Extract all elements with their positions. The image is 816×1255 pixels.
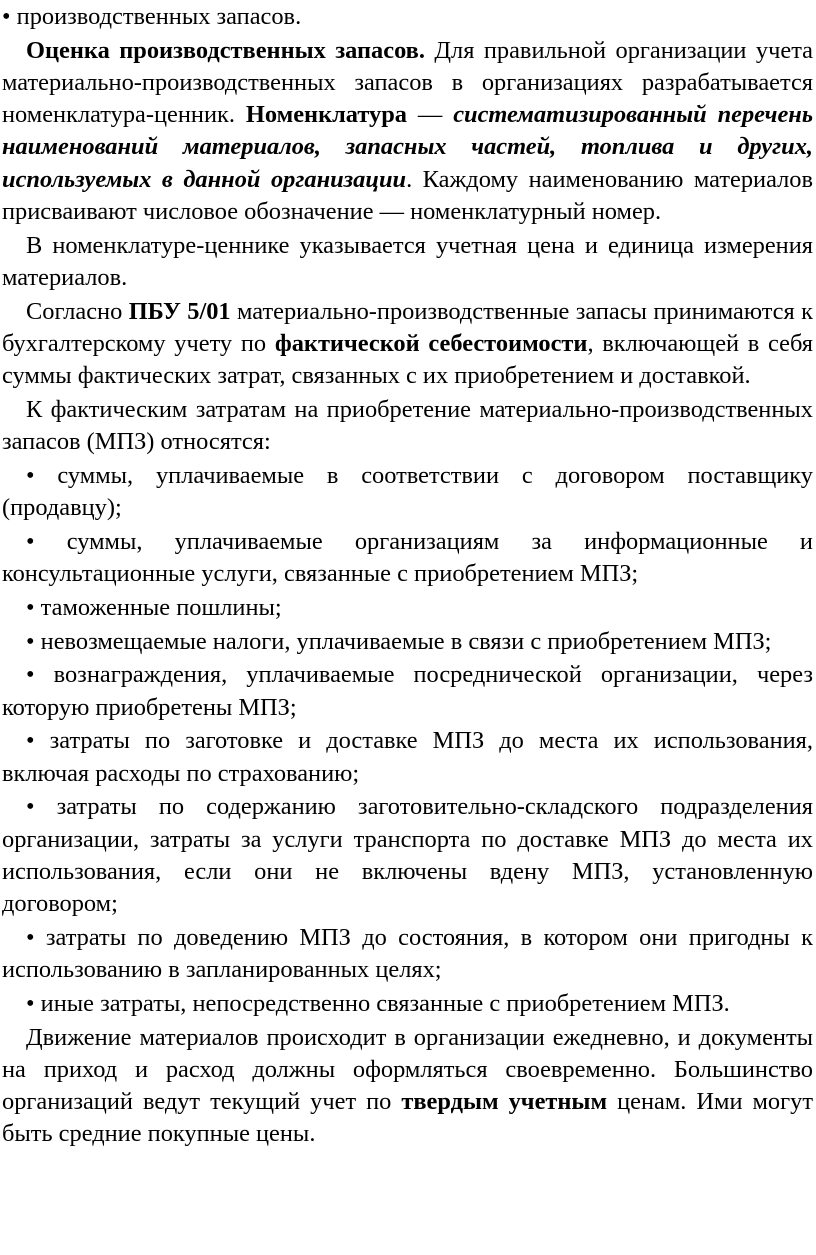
paragraph: К фактическим затратам на приобретение материально-производственных запасов (МПЗ) относятся: bbox=[2, 395, 813, 456]
term-pbu: ПБУ 5/01 bbox=[128, 297, 231, 325]
paragraph-nomenclature bbox=[2, 35, 813, 228]
paragraph-movement bbox=[2, 1022, 813, 1151]
list-item bbox=[2, 791, 813, 920]
list-item-text: вознаграждения, уплачиваемые посреднической организации, через которую приобретены МПЗ; bbox=[2, 661, 814, 721]
term-fixed-prices: твердым учетным bbox=[401, 1088, 608, 1116]
list-item bbox=[2, 526, 813, 590]
list-item-text: таможенные пошлины; bbox=[40, 593, 282, 621]
bullet: • bbox=[26, 593, 35, 621]
bullet: • bbox=[26, 461, 35, 489]
list-item-text: затраты по заготовке и доставке МПЗ до места их использования, включая расходы по страхованию; bbox=[2, 727, 813, 787]
paragraph-text: Согласно bbox=[26, 297, 129, 325]
paragraph-text: Для правильной организации учета материально-производственных запасов в организациях разрабатывается номенклатура-ценник. bbox=[2, 36, 813, 129]
bullet: • bbox=[26, 727, 35, 755]
bullet: • bbox=[2, 3, 11, 30]
list-item-text: производственных запасов. bbox=[16, 3, 302, 30]
paragraph-text: , включающей в себя суммы фактических затрат, связанных с их приобретением и доставкой. bbox=[2, 329, 814, 390]
list-item-text: затраты по содержанию заготовительно-складского подразделения организации, затраты за услуги транспорта по доставке МПЗ до места их использования, если они не включены вдену МПЗ, установленную договором; bbox=[2, 793, 813, 918]
bullet: • bbox=[26, 627, 35, 655]
paragraph-text: Движение материалов происходит в организации ежедневно, и документы на приход и расход должны оформляться своевременно. Большинство организаций ведут текущий учет по bbox=[2, 1023, 813, 1116]
paragraph-text: ценам. Ими могут быть средние покупные цены. bbox=[2, 1088, 813, 1148]
list-item bbox=[2, 592, 813, 624]
list-item-text: затраты по доведению МПЗ до состояния, в котором они пригодны к использованию в запланированных целях; bbox=[2, 923, 813, 984]
list-item bbox=[2, 922, 813, 986]
paragraph-text: . Каждому наименованию материалов присваивают числовое обозначение — номенклатурный номер. bbox=[2, 165, 813, 225]
bullet: • bbox=[26, 661, 35, 689]
list-item bbox=[2, 626, 813, 658]
paragraph-pbu bbox=[2, 296, 813, 393]
document-page bbox=[0, 1, 816, 1255]
list-item bbox=[2, 659, 813, 723]
list-item-text: суммы, уплачиваемые организациям за информационные и консультационные услуги, связанные с приобретением МПЗ; bbox=[2, 527, 813, 588]
bullet: • bbox=[26, 793, 35, 821]
term-actual-cost: фактической себестоимости bbox=[274, 329, 588, 357]
list-item bbox=[2, 1, 813, 33]
list-item-text: суммы, уплачиваемые в соответствии с договором поставщику (продавцу); bbox=[2, 461, 813, 522]
list-item bbox=[2, 988, 813, 1020]
bullet: • bbox=[26, 923, 35, 951]
list-item-text: невозмещаемые налоги, уплачиваемые в связи с приобретением МПЗ; bbox=[40, 627, 772, 655]
paragraph: В номенклатуре-ценнике указывается учетная цена и единица измерения материалов. bbox=[2, 231, 813, 291]
section-heading: Оценка производственных запасов. bbox=[26, 36, 425, 64]
list-item-text: иные затраты, непосредственно связанные с приобретением МПЗ. bbox=[40, 989, 730, 1017]
list-item bbox=[2, 725, 813, 789]
definition-text: систематизированный перечень наименований материалов, запасных частей, топлива и других, используемых в данной организации bbox=[2, 101, 813, 193]
term-nomenclature: Номенклатура bbox=[245, 101, 407, 129]
dash: — bbox=[407, 101, 454, 129]
bullet: • bbox=[26, 989, 35, 1017]
list-item bbox=[2, 460, 813, 524]
bullet: • bbox=[26, 527, 35, 555]
paragraph-text: материально-производственные запасы принимаются к бухгалтерскому учету по bbox=[2, 297, 813, 357]
